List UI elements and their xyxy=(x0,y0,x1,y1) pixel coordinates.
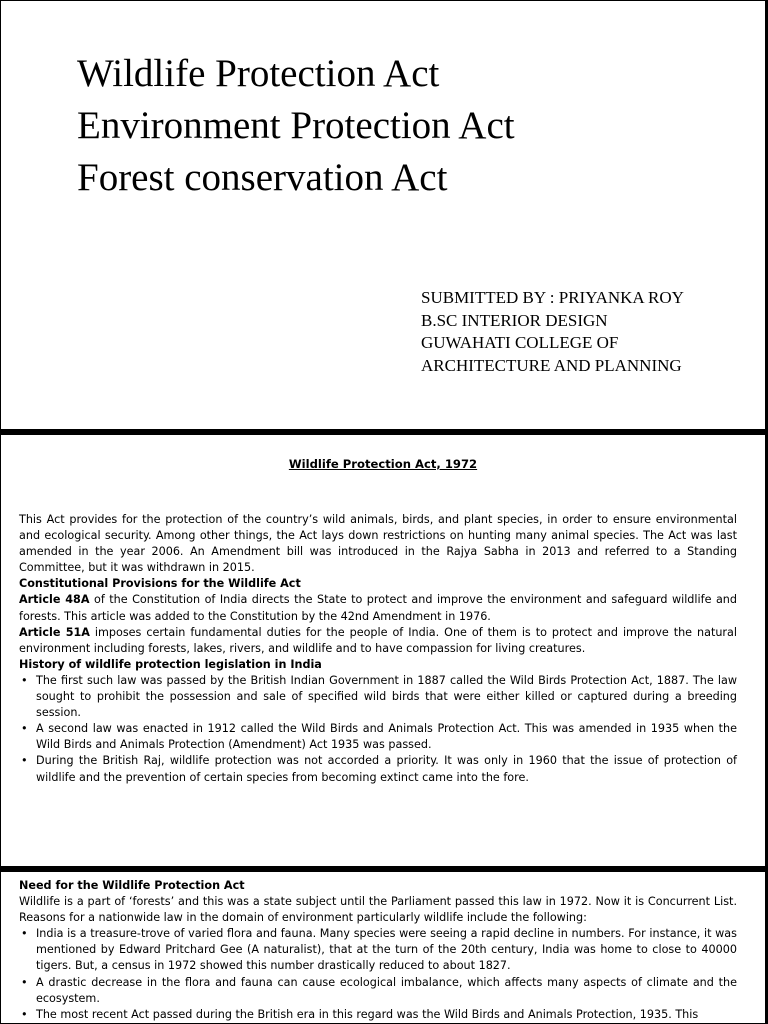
page-body xyxy=(19,878,737,1023)
submitted-line-2: B.SC INTERIOR DESIGN xyxy=(421,310,608,330)
submitted-line-3: GUWAHATI COLLEGE OF xyxy=(421,333,619,352)
submitted-by-block xyxy=(421,287,684,377)
history-heading: History of wildlife protection legislation in India xyxy=(19,657,322,671)
list-item: • A second law was enacted in 1912 called the Wild Birds and Animals Protection Act. This was amended in 1935 when the Wild Birds and Animals Protection (Amendment) Act 1935 was passed. xyxy=(19,721,737,753)
article-51a-text: imposes certain fundamental duties for the people of India. One of them is to protect and improve the natural environment including forests, lakes, rivers, and wildlife and to have compassion for living creatures. xyxy=(19,625,737,655)
article-48a-label: Article 48A xyxy=(19,593,90,607)
title-line-1: Wildlife Protection Act xyxy=(77,52,440,95)
list-item: • The first such law was passed by the British Indian Government in 1887 called the Wild Birds Protection Act, 1887. The law sought to prohibit the possession and sale of specified wild birds that were either killed or captured during a breeding session. xyxy=(19,673,737,721)
intro-paragraph: This Act provides for the protection of the country’s wild animals, birds, and plant species, in order to ensure environmental and ecological security. Among other things, the Act lays down restrictions on hunting many animal species. The Act was last amended in the year 2006. An Amendment bill was introduced in the Rajya Sabha in 2013 and referred to a Standing Committee, but it was withdrawn in 2015. xyxy=(19,513,737,575)
article-51a-paragraph xyxy=(19,625,737,657)
article-48a-paragraph xyxy=(19,592,737,624)
page-heading: Wildlife Protection Act, 1972 xyxy=(288,457,478,471)
title-line-3: Forest conservation Act xyxy=(77,156,448,199)
list-item: • A drastic decrease in the flora and fauna can cause ecological imbalance, which affects many aspects of climate and the ecosystem. xyxy=(19,975,737,1007)
list-item: • The most recent Act passed during the British era in this regard was the Wild Birds and Animals Protection, 1935. This xyxy=(19,1007,737,1023)
cover-title xyxy=(77,48,515,204)
article-48a-text: of the Constitution of India directs the State to protect and improve the environment and safeguard wildlife and forests. This article was added to the Constitution by the 42nd Amendment in 1976. xyxy=(19,593,737,623)
reasons-list xyxy=(19,926,737,1023)
article-51a-label: Article 51A xyxy=(19,625,90,639)
page-body xyxy=(19,512,737,786)
submitted-line-4: ARCHITECTURE AND PLANNING xyxy=(421,355,682,375)
wildlife-act-page xyxy=(0,434,766,867)
title-line-2: Environment Protection Act xyxy=(77,104,515,147)
cover-page xyxy=(0,0,766,430)
need-for-act-page xyxy=(0,871,766,1024)
history-list xyxy=(19,673,737,786)
constitutional-heading: Constitutional Provisions for the Wildlife Act xyxy=(19,577,301,591)
list-item: • During the British Raj, wildlife protection was not accorded a priority. It was only in 1960 that the issue of protection of wildlife and the prevention of certain species from becoming extinct came into the fore. xyxy=(19,753,737,785)
page-heading: Need for the Wildlife Protection Act xyxy=(19,879,245,892)
list-item: • India is a treasure-trove of varied flora and fauna. Many species were seeing a rapid decline in numbers. For instance, it was mentioned by Edward Pritchard Gee (A naturalist), that at the turn of the 20th century, India was home to close to 40000 tigers. But, a census in 1972 showed this number drastically reduced to about 1827. xyxy=(19,926,737,974)
submitted-line-1: SUBMITTED BY : PRIYANKA ROY xyxy=(421,288,684,307)
intro-paragraph: Wildlife is a part of ‘forests’ and this was a state subject until the Parliament passed this law in 1972. Now it is Concurrent List. Reasons for a nationwide law in the domain of environment particularly wildlife include the following: xyxy=(19,895,737,925)
